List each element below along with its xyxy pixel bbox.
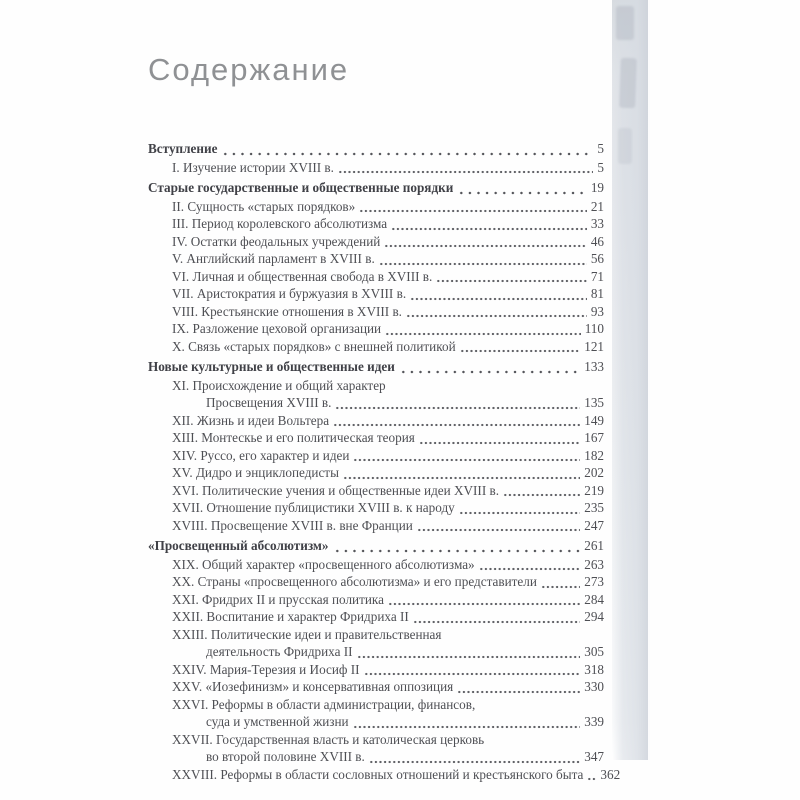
dot-leader [390, 218, 587, 233]
toc-entry [148, 250, 604, 268]
toc-entry-text: Просвещения XVIII в. [206, 395, 332, 410]
toc-entry-page: 93 [590, 303, 604, 319]
toc-entry-page: 21 [590, 198, 604, 214]
toc-entry-text: Старые государственные и общественные порядки [148, 180, 454, 195]
dot-leader [502, 484, 580, 499]
toc-entry [148, 215, 604, 233]
dot-leader [387, 593, 580, 608]
dot-leader [334, 397, 580, 412]
dot-leader [378, 253, 587, 268]
toc-entry-page: 273 [584, 574, 604, 589]
toc-entry-page: 219 [584, 482, 604, 498]
dot-leader [383, 235, 586, 250]
dot-leader [412, 611, 580, 626]
toc-entry [148, 696, 604, 714]
toc-entry-page: 330 [584, 679, 604, 694]
page-edge-streak [616, 6, 634, 40]
toc-entry-text: VII. Аристократия и буржуазия в XVIII в. [172, 286, 407, 301]
dot-leader [435, 270, 587, 285]
toc-entry [148, 678, 604, 696]
toc-entry-text: XVIII. Просвещение XVIII в. вне Франции [172, 517, 413, 533]
dot-leader [418, 432, 580, 447]
toc-entry-text: I. Изучение истории XVIII в. [172, 159, 334, 175]
toc-entry [148, 412, 604, 430]
toc-entry-page: 235 [584, 500, 604, 515]
toc-entry-text: XII. Жизнь и идеи Вольтера [172, 412, 330, 428]
toc-entry-page: 284 [584, 591, 604, 607]
toc-entry-text: суда и умственной жизни [206, 714, 349, 729]
toc-entry-page: 5 [597, 159, 604, 175]
page-edge-streak [619, 58, 637, 109]
toc-entry [148, 643, 604, 661]
toc-entry-page: 5 [597, 141, 604, 156]
toc-entry-text: XXIII. Политические идеи и правительственная [172, 626, 442, 642]
toc-entry-page: 110 [584, 321, 604, 336]
page-edge-streak [618, 128, 632, 164]
toc-entry [148, 198, 604, 216]
toc-entry-page: 133 [584, 359, 604, 374]
toc-entry [148, 573, 604, 591]
dot-leader [405, 305, 587, 320]
toc-entry-text: Вступление [148, 141, 218, 156]
toc-entry-text: XXIV. Мария-Терезия и Иосиф II [172, 661, 360, 677]
dot-leader [384, 323, 581, 338]
dot-leader [540, 576, 580, 591]
dot-leader [456, 182, 586, 197]
toc-entry-text: Новые культурные и общественные идеи [148, 359, 395, 374]
toc-entry-text: во второй половине XVIII в. [206, 749, 365, 764]
dot-leader [363, 663, 581, 678]
toc-entry [148, 358, 604, 376]
toc-entry-page: 263 [584, 556, 604, 572]
toc-entry [148, 377, 604, 395]
toc-entry-text: V. Английский парламент в XVIII в. [172, 251, 375, 266]
toc-entry [148, 447, 604, 465]
toc-entry [148, 338, 604, 356]
toc-entry-page: 71 [590, 268, 604, 284]
toc-entry-text: «Просвещенный абсолютизм» [148, 538, 329, 553]
toc-entry [148, 394, 604, 412]
toc-entry-text: XIX. Общий характер «просвещенного абсолютизма» [172, 556, 475, 572]
toc-entry-text: III. Период королевского абсолютизма [172, 216, 388, 231]
dot-leader [398, 361, 580, 376]
toc-entry-text: XXII. Воспитание и характер Фридриха II [172, 609, 409, 624]
dot-leader [352, 716, 581, 731]
dot-leader [416, 519, 580, 534]
toc-entry-page: 362 [600, 766, 621, 782]
dot-leader [342, 467, 580, 482]
dot-leader [352, 449, 580, 464]
toc-entry [148, 179, 604, 197]
toc-entry-page: 81 [590, 286, 604, 301]
toc-entry-text: XXI. Фридрих II и прусская политика [172, 591, 384, 607]
toc-entry-page: 149 [584, 412, 604, 428]
toc-entry-page: 202 [584, 465, 604, 480]
dot-leader [409, 288, 587, 303]
dot-leader [220, 143, 593, 158]
toc-entry-text: XVII. Отношение публицистики XVIII в. к народу [172, 500, 455, 515]
toc [148, 140, 621, 783]
toc-entry-page: 294 [584, 609, 604, 624]
book-fore-edge [612, 0, 650, 760]
dot-leader [459, 340, 581, 355]
dot-leader [337, 161, 593, 176]
toc-entry-page: 247 [584, 517, 604, 533]
dot-leader [332, 540, 581, 555]
toc-entry-text: XXV. «Иозефинизм» и консервативная оппозиция [172, 679, 454, 694]
toc-entry-text: II. Сущность «старых порядков» [172, 198, 356, 214]
toc-entry-page: 135 [584, 395, 604, 410]
toc-entry-text: XI. Происхождение и общий характер [172, 377, 386, 393]
dot-leader [458, 502, 580, 517]
toc-entry [148, 429, 604, 447]
toc-entry [148, 661, 604, 679]
toc-entry [148, 517, 604, 535]
toc-entry-page: 121 [584, 338, 604, 354]
toc-entry-page: 182 [584, 447, 604, 463]
toc-entry [148, 268, 604, 286]
toc-entry-page: 46 [590, 233, 604, 249]
dot-leader [356, 646, 581, 661]
toc-entry-text: XV. Дидро и энциклопедисты [172, 465, 339, 480]
toc-entry-text: VIII. Крестьянские отношения в XVIII в. [172, 303, 402, 319]
toc-entry-text: IX. Разложение цеховой организации [172, 321, 382, 336]
toc-entry-page: 19 [590, 180, 604, 195]
toc-entry [148, 303, 604, 321]
toc-entry-page: 56 [590, 251, 604, 266]
toc-entry [148, 482, 604, 500]
toc-entry-page: 339 [584, 714, 604, 729]
toc-entry-text: X. Связь «старых порядков» с внешней политикой [172, 338, 456, 354]
toc-entry-page: 167 [584, 430, 604, 445]
toc-entry [148, 159, 604, 177]
dot-leader [368, 751, 580, 766]
toc-entry-text: XIV. Руссо, его характер и идеи [172, 447, 350, 463]
toc-entry [148, 748, 604, 766]
dot-leader [456, 681, 580, 696]
toc-entry-text: IV. Остатки феодальных учреждений [172, 233, 381, 249]
toc-entry [148, 285, 604, 303]
page-title: Содержание [148, 52, 350, 87]
toc-entry-page: 305 [584, 644, 604, 659]
toc-entry [148, 537, 604, 555]
toc-entry-text: XVI. Политические учения и общественные идеи XVIII в. [172, 482, 500, 498]
toc-entry [148, 233, 604, 251]
toc-entry-text: XXVI. Реформы в области администрации, финансов, [172, 696, 476, 712]
toc-entry-page: 347 [584, 749, 604, 764]
toc-entry [148, 591, 604, 609]
toc-entry-page: 33 [590, 216, 604, 231]
toc-entry-text: деятельность Фридриха II [206, 644, 353, 659]
dot-leader [478, 558, 581, 573]
toc-entry [148, 608, 604, 626]
toc-entry-text: XX. Страны «просвещенного абсолютизма» и его представители [172, 574, 537, 589]
toc-entry-page: 261 [584, 538, 604, 553]
dot-leader [332, 414, 580, 429]
page-content [148, 52, 621, 783]
toc-entry [148, 499, 604, 517]
toc-entry [148, 766, 621, 784]
toc-entry-page: 318 [584, 661, 604, 677]
toc-entry-text: XXVIII. Реформы в области сословных отношений и крестьянского быта [172, 766, 584, 782]
toc-entry [148, 140, 604, 158]
toc-entry [148, 320, 604, 338]
toc-entry [148, 731, 604, 749]
dot-leader [586, 768, 596, 783]
toc-entry [148, 464, 604, 482]
toc-entry-text: VI. Личная и общественная свобода в XVIII в. [172, 268, 433, 284]
toc-entry-text: XIII. Монтескье и его политическая теория [172, 430, 415, 445]
toc-entry [148, 556, 604, 574]
toc-entry [148, 626, 604, 644]
dot-leader [358, 200, 587, 215]
toc-entry-text: XXVII. Государственная власть и католическая церковь [172, 731, 485, 747]
toc-entry [148, 713, 604, 731]
